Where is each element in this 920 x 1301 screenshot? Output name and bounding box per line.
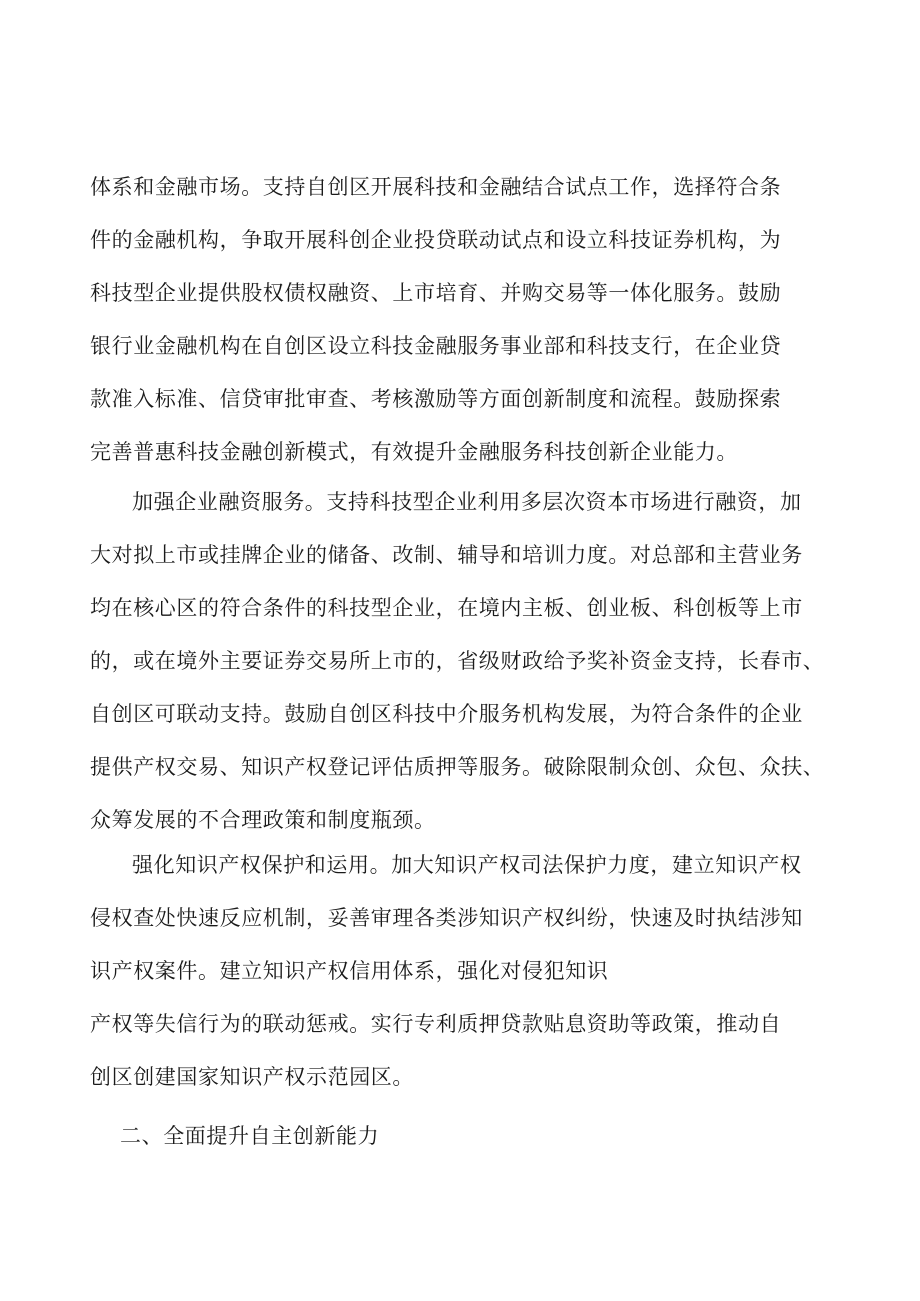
text-line: 的，或在境外主要证券交易所上市的，省级财政给予奖补资金支持，长春市、	[90, 649, 825, 673]
text-line: 产权等失信行为的联动惩戒。实行专利质押贷款贴息资助等政策，推动自	[90, 1012, 782, 1036]
text-line: 提供产权交易、知识产权登记评估质押等服务。破除限制众创、众包、众扶、	[90, 755, 825, 779]
text-line: 均在核心区的符合条件的科技型企业，在境内主板、创业板、科创板等上市	[90, 596, 803, 620]
text-line: 款准入标准、信贷审批审查、考核激励等方面创新制度和流程。鼓励探索	[90, 387, 782, 411]
text-line: 完善普惠科技金融创新模式，有效提升金融服务科技创新企业能力。	[90, 440, 738, 464]
text-line: 侵权查处快速反应机制，妥善审理各类涉知识产权纠纷，快速及时执结涉知	[90, 906, 803, 930]
text-line: 众筹发展的不合理政策和制度瓶颈。	[90, 808, 436, 832]
text-line: 识产权案件。建立知识产权信用体系，强化对侵犯知识	[90, 959, 609, 983]
text-line: 加强企业融资服务。支持科技型企业利用多层次资本市场进行融资，加	[132, 490, 802, 514]
text-line: 银行业金融机构在自创区设立科技金融服务事业部和科技支行，在企业贷	[90, 334, 782, 358]
text-line: 大对拟上市或挂牌企业的储备、改制、辅导和培训力度。对总部和主营业务	[90, 543, 803, 567]
section-heading: 二、全面提升自主创新能力	[120, 1124, 380, 1148]
text-line: 创区创建国家知识产权示范园区。	[90, 1065, 414, 1089]
text-line: 自创区可联动支持。鼓励自创区科技中介服务机构发展，为符合条件的企业	[90, 702, 803, 726]
text-line: 强化知识产权保护和运用。加大知识产权司法保护力度，建立知识产权	[132, 853, 802, 877]
text-line: 体系和金融市场。支持自创区开展科技和金融结合试点工作，选择符合条	[90, 175, 782, 199]
text-line: 件的金融机构，争取开展科创企业投贷联动试点和设立科技证券机构，为	[90, 228, 782, 252]
text-line: 科技型企业提供股权债权融资、上市培育、并购交易等一体化服务。鼓励	[90, 281, 782, 305]
